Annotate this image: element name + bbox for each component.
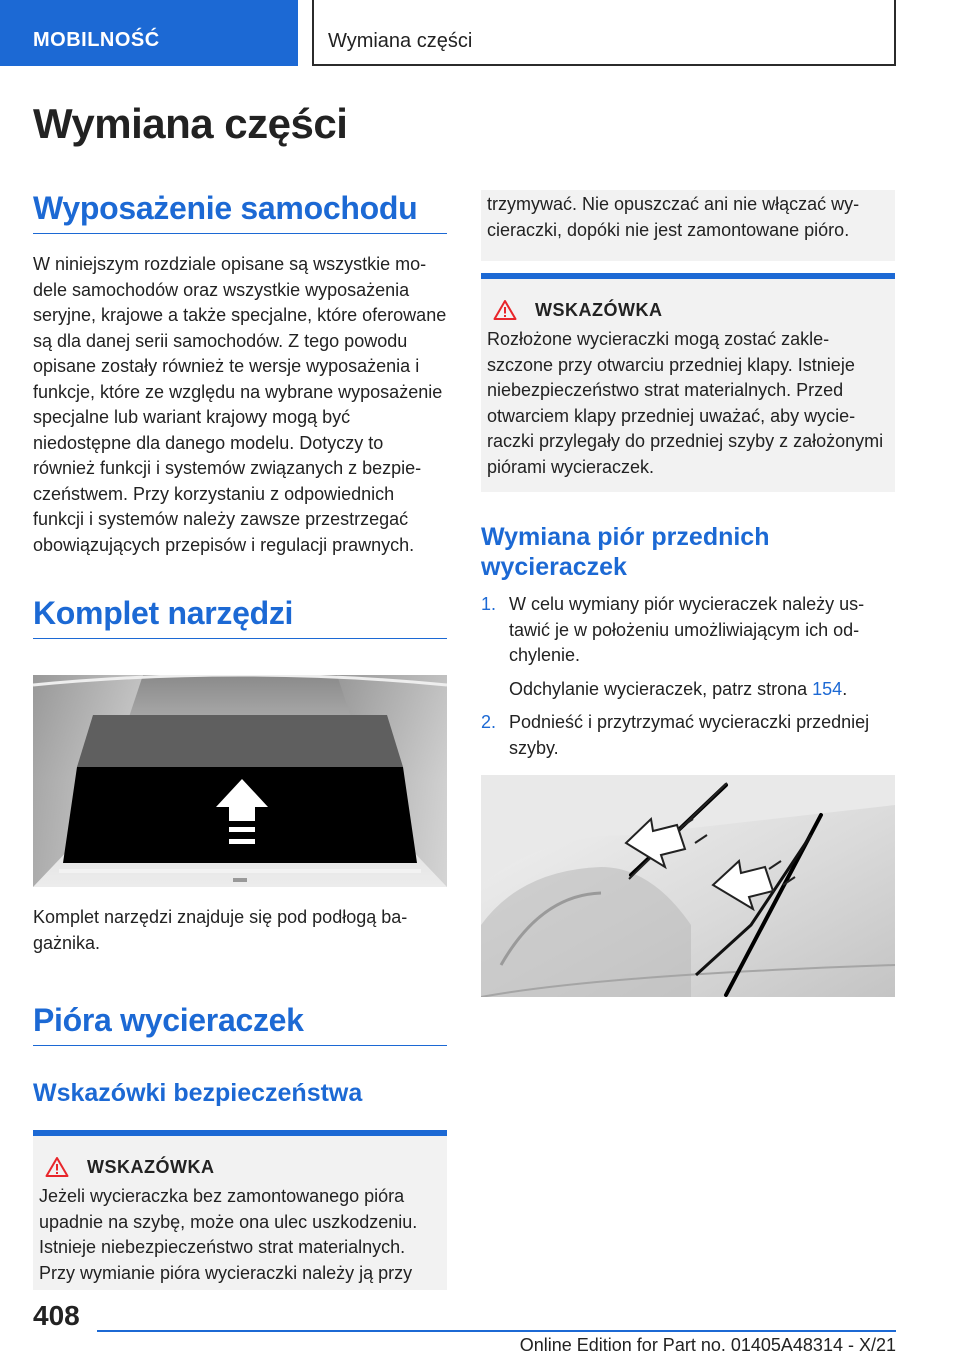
- step-text: Podnieść i przytrzymać wycieraczki przedniej szyby.: [509, 712, 870, 758]
- heading-toolkit: Komplet narzędzi: [33, 595, 447, 639]
- heading-front-wipers: Wymiana piór przednich wycieraczek: [481, 523, 770, 581]
- footer-edition: Online Edition for Part no. 01405A48314 - X/21: [519, 1335, 896, 1355]
- subtext-label: Odchylanie wycieraczek, patrz strona: [509, 678, 813, 699]
- right-column: [481, 190, 895, 997]
- step-number: 2.: [481, 712, 497, 732]
- page-number: 408: [33, 1300, 80, 1331]
- list-item: [481, 710, 895, 761]
- warning-title: WSKAZÓWKA: [535, 299, 663, 320]
- section-tab: MOBILNOŚĆ: [0, 0, 298, 66]
- heading-wipers: Pióra wycieraczek: [33, 1002, 447, 1046]
- windshield-illustration: [481, 775, 895, 997]
- page-title: Wymiana części: [33, 100, 348, 147]
- equipment-text: W niniejszym rozdziale opisane są wszystkie modele samochodów oraz wszystkie wyposażenia seryjne, krajowe a także specjalne, które oferowane są dla danej serii samochodów. Z tego powodu opisane zostały również te wersje wyposażenia i funkcje, które ze względu na wybrane wyposażenie specjalne lub wariant krajowy mogą być niedostępne dla danego modelu. Dotyczy to również funkcji i systemów związanych z bezpieczeństwem. Przy korzystaniu z odpowiednich funkcji i systemów należy zawsze przestrzegać obowiązujących przepisów i regulacji prawnych.: [33, 254, 447, 555]
- left-column: [33, 190, 447, 1290]
- heading-safety: Wskazówki bezpieczeństwa: [33, 1079, 363, 1107]
- steps-list: [481, 592, 895, 761]
- heading-equipment: Wyposażenie samochodu: [33, 190, 447, 234]
- warning-title-row: [39, 1156, 441, 1178]
- warning-triangle-icon: [45, 1156, 69, 1178]
- warning-box-1: [33, 1130, 447, 1290]
- step-number: 1.: [481, 594, 497, 614]
- footer-divider: [97, 1330, 896, 1332]
- warning-box-2: [481, 273, 895, 492]
- step-text: W celu wymiany piór wycieraczek należy ustawić je w położeniu umożliwiającym ich odchylenie.: [509, 594, 865, 665]
- warning-text-2: Rozłożone wycieraczki mogą zostać zakleszczone przy otwarciu przedniej klapy. Istnieje niebezpieczeństwo strat materialnych. Przed otwarciem klapy przedniej uważać, aby wycieraczki przylegały do przedniej szyby z założonymi piórami wycieraczek.: [487, 329, 884, 477]
- chapter-tab: Wymiana części: [312, 0, 896, 66]
- toolkit-caption: Komplet narzędzi znajduje się pod podłogą bagażnika.: [33, 907, 408, 953]
- trunk-floor-image: [33, 675, 447, 887]
- trunk-illustration: [33, 675, 447, 887]
- warning-text-1: Jeżeli wycieraczka bez zamontowanego pióra upadnie na szybę, może ona ulec uszkodzeniu. Istnieje niebezpieczeństwo strat materialnych. Przy wymianie pióra wycieraczki należy ją przy: [39, 1186, 418, 1283]
- step-subtext: [509, 677, 895, 703]
- page-reference-link[interactable]: 154: [812, 678, 843, 699]
- subtext-end: .: [842, 678, 848, 699]
- warning-title-row: [487, 299, 889, 321]
- warning-box-1-continued: [481, 190, 895, 261]
- list-item: [481, 592, 895, 702]
- warning-text-1-continued: trzymywać. Nie opuszczać ani nie włączać wycieraczki, dopóki nie jest zamontowane pióro.: [487, 194, 860, 240]
- wiper-image: [481, 775, 895, 997]
- warning-title: WSKAZÓWKA: [87, 1156, 215, 1177]
- warning-triangle-icon: [493, 299, 517, 321]
